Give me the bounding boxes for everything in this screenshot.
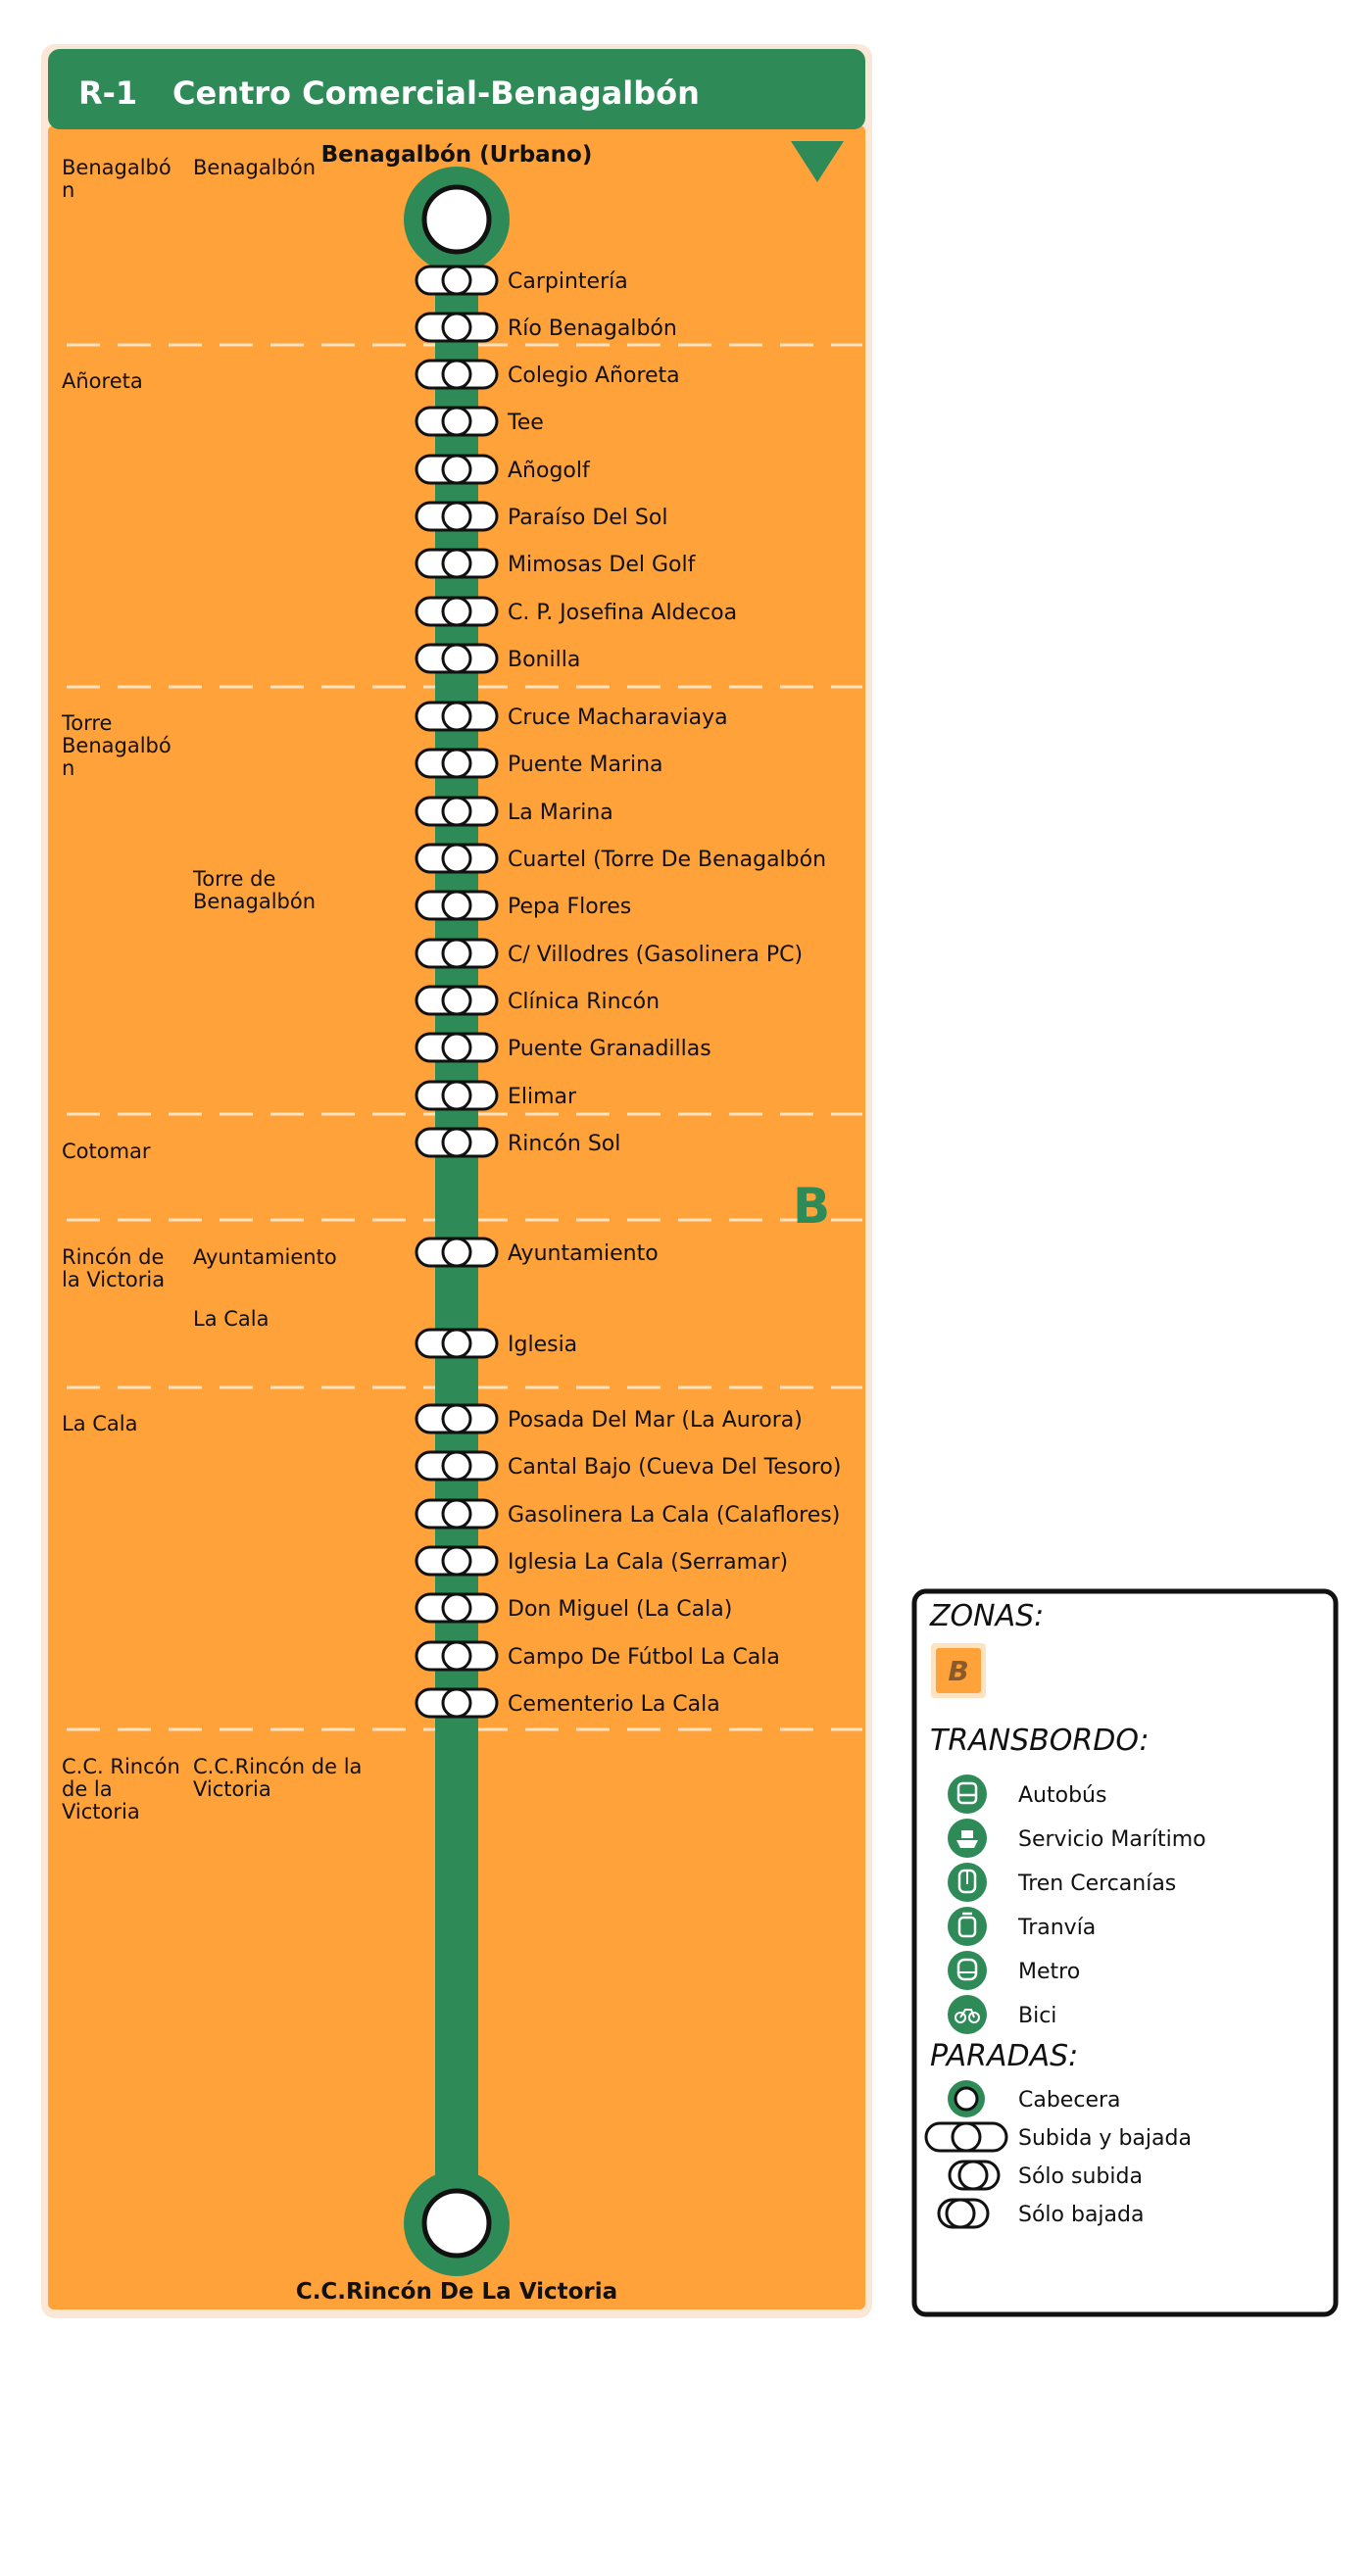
- stop-label: Clínica Rincón: [508, 990, 661, 1014]
- stop[interactable]: [416, 1547, 788, 1575]
- stop-label: Bonilla: [508, 648, 581, 672]
- stop-circle: [443, 1642, 470, 1670]
- boarding-alighting-stop-icon: [416, 1642, 497, 1670]
- zone-name-line: Añoreta: [62, 369, 143, 393]
- zone-name-line: la Victoria: [62, 1268, 166, 1291]
- stop[interactable]: [416, 1405, 803, 1433]
- transfer-label: Bici: [1018, 2004, 1057, 2028]
- stop-label: Mimosas Del Golf: [508, 553, 696, 577]
- transfer-label: Tranvía: [1018, 1916, 1097, 1940]
- zone-name-line: C.C. Rincón: [62, 1755, 180, 1778]
- stop-label: Río Benagalbón: [508, 316, 677, 341]
- stop[interactable]: [416, 267, 628, 294]
- zone-name-line: La Cala: [62, 1412, 138, 1435]
- stop-label: Carpintería: [508, 269, 628, 294]
- stop-type-item: [950, 2162, 1143, 2189]
- transfer-label: Tren Cercanías: [1018, 1871, 1177, 1896]
- zone-name-line: Rincón de: [62, 1245, 165, 1269]
- stop[interactable]: [416, 503, 667, 530]
- stop-label: Gasolinera La Cala (Calaflores): [508, 1503, 841, 1528]
- zone-name: [62, 369, 143, 393]
- zone-name-line: C.C.Rincón de la: [193, 1755, 363, 1778]
- stop-circle: [443, 1129, 470, 1156]
- boarding-alighting-stop-icon: [416, 892, 497, 919]
- stop-label: Cementerio La Cala: [508, 1692, 720, 1717]
- stop-circle: [443, 645, 470, 672]
- transfer-label: Servicio Marítimo: [1018, 1827, 1206, 1852]
- stop-type-label: Sólo bajada: [1018, 2203, 1145, 2227]
- terminal-stop-icon: [424, 187, 489, 252]
- stop[interactable]: [416, 1239, 659, 1266]
- zone-name-line: Cotomar: [62, 1140, 151, 1163]
- stop-circle: [443, 456, 470, 483]
- zone-name-line: Torre: [62, 711, 113, 735]
- bus-icon: [948, 1774, 987, 1814]
- legend-zones-heading: ZONAS:: [930, 1599, 1045, 1633]
- zone-name: [62, 1412, 137, 1435]
- stop-type-label: Subida y bajada: [1018, 2126, 1192, 2151]
- stop-circle: [443, 1034, 470, 1061]
- zone-name-line: n: [62, 178, 75, 202]
- stop-label: Puente Granadillas: [508, 1037, 711, 1061]
- zone-name-line: Benagalbó: [62, 156, 171, 179]
- stop-label: La Marina: [508, 801, 613, 825]
- stop-circle: [443, 1500, 470, 1528]
- zone-swatch-label: B: [948, 1655, 969, 1687]
- stop-circle: [443, 408, 470, 435]
- boarding-alighting-stop-icon: [416, 845, 497, 872]
- boarding-alighting-stop-icon: [416, 267, 497, 294]
- stop[interactable]: [416, 1500, 840, 1528]
- boarding-alighting-stop-icon: [416, 598, 497, 625]
- glyph-part: [961, 1830, 973, 1838]
- stop-label: Colegio Añoreta: [508, 364, 680, 388]
- stop-label: C/ Villodres (Gasolinera PC): [508, 943, 804, 967]
- zone-name-line: Torre de: [193, 867, 276, 891]
- stop-circle: [443, 1547, 470, 1575]
- stop-label: Campo De Fútbol La Cala: [508, 1645, 780, 1670]
- stop[interactable]: [416, 845, 826, 872]
- zone-marker: B: [792, 1178, 831, 1235]
- stop-circle: [443, 1239, 470, 1266]
- zone-name-line: Benagalbón: [193, 890, 317, 913]
- stop-circle: [443, 798, 470, 825]
- zone-name-line: de la: [62, 1777, 113, 1801]
- stop-label: Cruce Macharaviaya: [508, 705, 728, 730]
- boarding-alighting-stop-icon: [416, 940, 497, 967]
- zone-name: [193, 1245, 337, 1269]
- bicycle-icon: [948, 1995, 987, 2034]
- stop[interactable]: [416, 1642, 780, 1670]
- route-name: Centro Comercial-Benagalbón: [172, 74, 700, 112]
- stop-type-label: Sólo subida: [1018, 2164, 1143, 2189]
- stop-circle: [443, 940, 470, 967]
- boarding-alighting-stop-icon: [416, 703, 497, 730]
- stop-circle: [443, 1594, 470, 1622]
- boarding-alighting-stop-icon: [416, 987, 497, 1014]
- boarding-alighting-stop-icon: [926, 2123, 1006, 2151]
- boarding-alighting-stop-icon: [416, 1689, 497, 1717]
- stop[interactable]: [416, 892, 631, 919]
- stop-circle: [959, 2162, 987, 2189]
- metro-icon: [948, 1951, 987, 1990]
- stop-circle: [443, 1330, 470, 1357]
- terminal-stop-start[interactable]: [404, 167, 510, 272]
- stop-label: Posada Del Mar (La Aurora): [508, 1408, 803, 1433]
- boarding-alighting-stop-icon: [416, 456, 497, 483]
- stop[interactable]: [416, 598, 737, 625]
- stop[interactable]: [416, 550, 697, 577]
- terminal-stop-icon: [424, 2191, 489, 2256]
- stop-circle: [953, 2123, 980, 2151]
- boarding-alighting-stop-icon: [416, 1082, 497, 1109]
- boarding-alighting-stop-icon: [416, 1452, 497, 1480]
- route-id: R-1: [78, 74, 138, 112]
- stop[interactable]: [416, 750, 663, 777]
- boarding-alighting-stop-icon: [416, 314, 497, 341]
- tram-icon: [948, 1907, 987, 1946]
- stop-circle: [443, 1405, 470, 1433]
- transfer-label: Metro: [1018, 1960, 1081, 1984]
- stop-circle: [443, 1452, 470, 1480]
- zone-name: [62, 1245, 165, 1291]
- stop-label: Iglesia: [508, 1333, 578, 1357]
- transfer-label: Autobús: [1018, 1783, 1107, 1808]
- zone-name-line: n: [62, 756, 75, 780]
- legend: [914, 1591, 1336, 2314]
- stop-label: Don Miguel (La Cala): [508, 1597, 733, 1622]
- boarding-alighting-stop-icon: [416, 1405, 497, 1433]
- boarding-alighting-stop-icon: [416, 750, 497, 777]
- legend-transfer-heading: TRANSBORDO:: [930, 1724, 1150, 1758]
- boarding-alighting-stop-icon: [416, 798, 497, 825]
- stop-circle: [443, 892, 470, 919]
- stop[interactable]: [416, 314, 677, 341]
- stop-circle: [443, 845, 470, 872]
- stop-label: Puente Marina: [508, 753, 663, 777]
- zone-name-line: Ayuntamiento: [193, 1245, 337, 1269]
- boarding-alighting-stop-icon: [416, 1239, 497, 1266]
- stop-circle: [443, 314, 470, 341]
- legend-stops-heading: PARADAS:: [930, 2039, 1079, 2073]
- boarding-alighting-stop-icon: [416, 1594, 497, 1622]
- icon-disc: [948, 1951, 987, 1990]
- zone-name-line: Benagalbón: [193, 156, 317, 179]
- stop[interactable]: [416, 1129, 620, 1156]
- boarding-alighting-stop-icon: [416, 408, 497, 435]
- stop[interactable]: [416, 940, 803, 967]
- zone-name-line: La Cala: [193, 1307, 269, 1331]
- stop-label: Pepa Flores: [508, 895, 632, 919]
- stop-circle: [443, 703, 470, 730]
- boarding-alighting-stop-icon: [416, 645, 497, 672]
- stop-circle: [443, 987, 470, 1014]
- stop-label: Cuartel (Torre De Benagalbón: [508, 848, 827, 872]
- stop-label: Añogolf: [508, 459, 590, 483]
- stop-label: C. P. Josefina Aldecoa: [508, 601, 738, 625]
- stop-circle: [443, 550, 470, 577]
- zone-name-line: Benagalbó: [62, 734, 171, 757]
- stop-label: Iglesia La Cala (Serramar): [508, 1550, 789, 1575]
- boarding-alighting-stop-icon: [416, 503, 497, 530]
- stop[interactable]: [416, 1034, 711, 1061]
- stop[interactable]: [416, 987, 660, 1014]
- ferry-icon: [948, 1819, 987, 1858]
- stop-label: Cantal Bajo (Cueva Del Tesoro): [508, 1455, 842, 1480]
- stop-circle: [443, 1689, 470, 1717]
- stop-label: Tee: [508, 411, 544, 435]
- terminal-core: [955, 2088, 977, 2110]
- stop-label: Elimar: [508, 1085, 577, 1109]
- boarding-alighting-stop-icon: [416, 1500, 497, 1528]
- zone-name-line: Victoria: [62, 1800, 140, 1823]
- stop-circle: [443, 598, 470, 625]
- boarding-alighting-stop-icon: [416, 361, 497, 388]
- stop-circle: [443, 750, 470, 777]
- boarding-alighting-stop-icon: [416, 1034, 497, 1061]
- stop-circle: [947, 2200, 974, 2227]
- zone-name-line: Victoria: [193, 1777, 271, 1801]
- stop-circle: [443, 1082, 470, 1109]
- boarding-only-stop-icon: [950, 2162, 999, 2189]
- boarding-alighting-stop-icon: [416, 1547, 497, 1575]
- boarding-alighting-stop-icon: [416, 550, 497, 577]
- zone-name: [193, 1307, 269, 1331]
- zone-name: [62, 1140, 151, 1163]
- terminal-end-label: C.C.Rincón De La Victoria: [295, 2279, 618, 2305]
- stop-label: Ayuntamiento: [508, 1241, 659, 1266]
- stop-type-label: Cabecera: [1018, 2088, 1121, 2113]
- stop-circle: [443, 267, 470, 294]
- stop[interactable]: [416, 361, 680, 388]
- terminal-stop-icon: [948, 2080, 985, 2117]
- alighting-only-stop-icon: [939, 2200, 988, 2227]
- terminal-start-label: Benagalbón (Urbano): [320, 142, 593, 168]
- stop-label: Rincón Sol: [508, 1132, 621, 1156]
- boarding-alighting-stop-icon: [416, 1129, 497, 1156]
- stop[interactable]: [416, 408, 544, 435]
- stop-label: Paraíso Del Sol: [508, 506, 668, 530]
- stop[interactable]: [416, 1452, 841, 1480]
- boarding-alighting-stop-icon: [416, 1330, 497, 1357]
- terminal-stop-end[interactable]: [404, 2170, 510, 2276]
- stop[interactable]: [416, 798, 613, 825]
- stop[interactable]: [416, 703, 728, 730]
- icon-disc: [948, 1995, 987, 2034]
- stop-type-item: [939, 2200, 1144, 2227]
- stop-circle: [443, 361, 470, 388]
- stop-type-item: [926, 2123, 1192, 2151]
- stop[interactable]: [416, 1594, 732, 1622]
- zone-name: [193, 156, 316, 179]
- stop[interactable]: [416, 1689, 720, 1717]
- stop-circle: [443, 503, 470, 530]
- train-icon: [948, 1863, 987, 1902]
